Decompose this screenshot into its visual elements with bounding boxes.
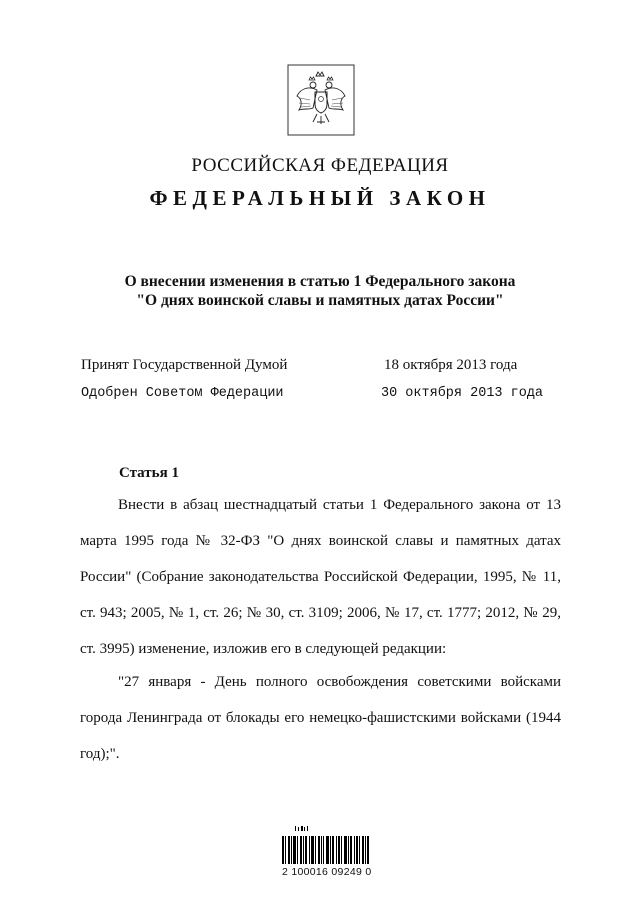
duma-adoption-label: Принят Государственной Думой [81,357,288,373]
state-emblem-icon [287,64,355,136]
article-paragraph-2: "27 января - День полного освобождения советскими войсками города Ленинграда от блокады его немецко-фашистскими войсками (1944 год);". [80,674,561,762]
article-heading: Статья 1 [119,465,179,481]
council-approval-date: 30 октября 2013 года [381,386,544,401]
barcode-icon [282,826,372,866]
document-type-heading: ФЕДЕРАЛЬНЫЙ ЗАКОН [149,186,491,210]
duma-adoption-date: 18 октября 2013 года [384,357,518,373]
council-approval-label: Одобрен Советом Федерации [81,386,284,401]
country-heading: РОССИЙСКАЯ ФЕДЕРАЦИЯ [191,155,449,176]
document-title [60,272,580,310]
article-paragraph-1: Внести в абзац шестнадцатый статьи 1 Федерального закона от 13 марта 1995 года № 32-ФЗ "О днях воинской славы и памятных датах России" (Собрание законодательства Российской Федерации, 1995, № 11, ст. 943; 2005, № 1, ст. 26; № 30, ст. 3109; 2006, № 17, ст. 1777; 2012, № 29, ст. 3995) изменение, изложив его в следующей редакции: [80,497,561,657]
document-title-line-1: О внесении изменения в статью 1 Федерального закона [124,273,516,290]
barcode-number: 2 100016 09249 0 [282,866,372,878]
document-title-line-2: "О днях воинской славы и памятных датах России" [136,292,504,309]
